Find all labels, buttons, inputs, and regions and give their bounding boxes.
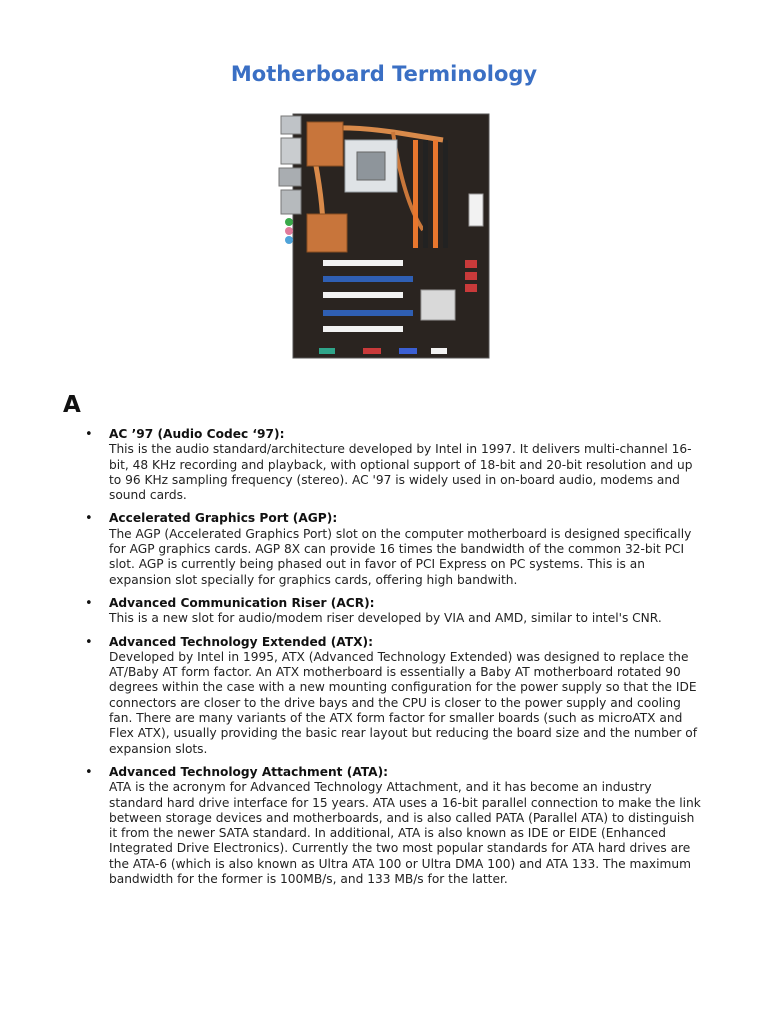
term-description: ATA is the acronym for Advanced Technology Attachment, and it has become an industry standard hard drive interface for 15 years. ATA uses a 16-bit parallel connection to make the link between storage devices and motherboards, and is also called PATA (Parallel ATA) to distinguish it from the newer SATA standard. In additional, ATA is also known as IDE or EIDE (Enhanced Integrated Drive Electronics). Currently the two most popular standards for ATA hard drives are the ATA-6 (which is also known as Ultra ATA 100 or Ultra DMA 100) and ATA 133. The maximum bandwidth for the former is 100MB/s, and 133 MB/s for the latter. xyxy=(109,780,701,887)
bullet-icon: • xyxy=(85,634,93,650)
bullet-icon: • xyxy=(85,764,93,780)
term-description: This is a new slot for audio/modem riser developed by VIA and AMD, similar to intel's CNR. xyxy=(109,611,662,626)
list-item xyxy=(82,765,702,887)
bullet-icon: • xyxy=(85,595,93,611)
list-item xyxy=(82,635,702,757)
list-item xyxy=(82,596,702,627)
bullet-icon: • xyxy=(85,511,93,527)
bullet-icon: • xyxy=(85,427,93,442)
term-description: This is the audio standard/architecture developed by Intel in 1997. It delivers multi-channel 16-bit, 48 KHz recording and playback, with optional support of 18-bit and 20-bit resolution and up to 96 KHz sampling frequency (stereo). AC '97 is widely used in on-board audio, modems and sound cards. xyxy=(109,442,693,503)
term-name: Accelerated Graphics Port (AGP): xyxy=(109,511,338,526)
section-letter-a: A xyxy=(63,392,81,418)
term-list xyxy=(82,427,702,895)
motherboard-photo xyxy=(263,110,491,364)
term-description: Developed by Intel in 1995, ATX (Advanced Technology Extended) was designed to replace the AT/Baby AT form factor. An ATX motherboard is essentially a Baby AT motherboard rotated 90 degrees within the case with a new mounting configuration for the power supply so that the IDE connectors are closer to the drive bays and the CPU is closer to the power supply and cooling fan. There are many variants of the ATX form factor for smaller boards (such as microATX and Flex ATX), usually providing the basic rear layout but reducing the board size and the number of expansion slots. xyxy=(109,649,698,756)
term-description: The AGP (Accelerated Graphics Port) slot on the computer motherboard is designed specifically for AGP graphics cards. AGP 8X can provide 16 times the bandwidth of the common 32-bit PCI slot. AGP is currently being phased out in favor of PCI Express on PC systems. This is an expansion slot specially for graphics cards, offering high bandwith. xyxy=(109,526,692,587)
term-name: Advanced Technology Extended (ATX): xyxy=(109,634,373,649)
page-title: Motherboard Terminology xyxy=(230,62,538,86)
term-name: Advanced Technology Attachment (ATA): xyxy=(109,764,389,779)
term-name: Advanced Communication Riser (ACR): xyxy=(109,595,375,610)
term-name: AC ’97 (Audio Codec ‘97): xyxy=(109,427,285,441)
list-item xyxy=(82,427,702,503)
list-item xyxy=(82,511,702,587)
